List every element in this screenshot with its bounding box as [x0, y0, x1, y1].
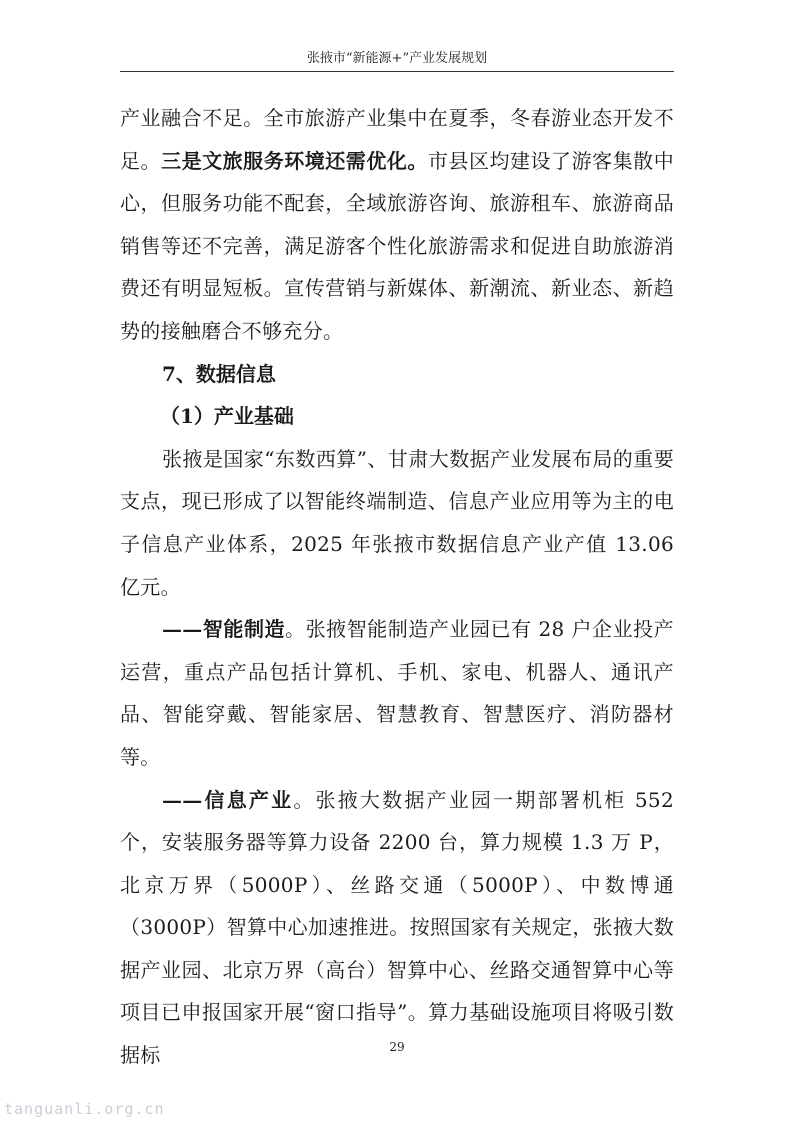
paragraph-text: 产业融合不足。全市旅游产业集中在夏季，冬春游业态开发不足。 — [120, 106, 674, 173]
subsection-heading-industry-base: （1）产业基础 — [160, 404, 294, 429]
paragraph-information-industry — [120, 779, 674, 1077]
page-number: 29 — [389, 1040, 405, 1054]
bold-emphasis: ——智能制造 — [162, 617, 286, 642]
section-heading-data-info: 7、数据信息 — [162, 361, 276, 386]
paragraph-smart-manufacturing — [120, 608, 674, 778]
paragraph-tourism-issues — [120, 97, 674, 353]
paragraph-industry-base: 张掖是国家“东数西算”、甘肃大数据产业发展布局的重要支点，现已形成了以智能终端制造、信息产业应用等为主的电子信息产业体系，2025 年张掖市数据信息产业产值 13.06 亿元。 — [120, 446, 674, 599]
bold-emphasis: ——信息产业 — [162, 787, 294, 812]
bold-emphasis: 三是文旅服务环境还需优化。 — [161, 148, 428, 173]
paragraph-text: 。张掖大数据产业园一期部署机柜 552 个，安装服务器等算力设备 2200 台，算力规模 1.3 万 P，北京万界（5000P）、丝路交通（5000P）、中数博通（3000P）智算中心加速推进。按照国家有关规定，张掖大数据产业园、北京万界（高台）智算中心、丝路交通智算中心等项目已申报国家开展“窗口指导”。算力基础设施项目将吸引数据标 — [120, 787, 674, 1068]
header-divider — [120, 71, 674, 72]
page-header: 张掖市“新能源+”产业发展规划 — [306, 51, 488, 66]
paragraph-text: 市县区均建设了游客集散中心，但服务功能不配套，全域旅游咨询、旅游租车、旅游商品销售等还不完善，满足游客个性化旅游需求和促进自助旅游消费还有明显短板。宣传营销与新媒体、新潮流、新业态、新趋势的接触磨合不够充分。 — [120, 148, 674, 343]
document-body — [120, 97, 674, 1077]
watermark: tanguanli.org.cn — [4, 1100, 165, 1118]
paragraph-text: 。张掖智能制造产业园已有 28 户企业投产运营，重点产品包括计算机、手机、家电、机器人、通讯产品、智能穿戴、智能家居、智慧教育、智慧医疗、消防器材等。 — [120, 617, 674, 769]
